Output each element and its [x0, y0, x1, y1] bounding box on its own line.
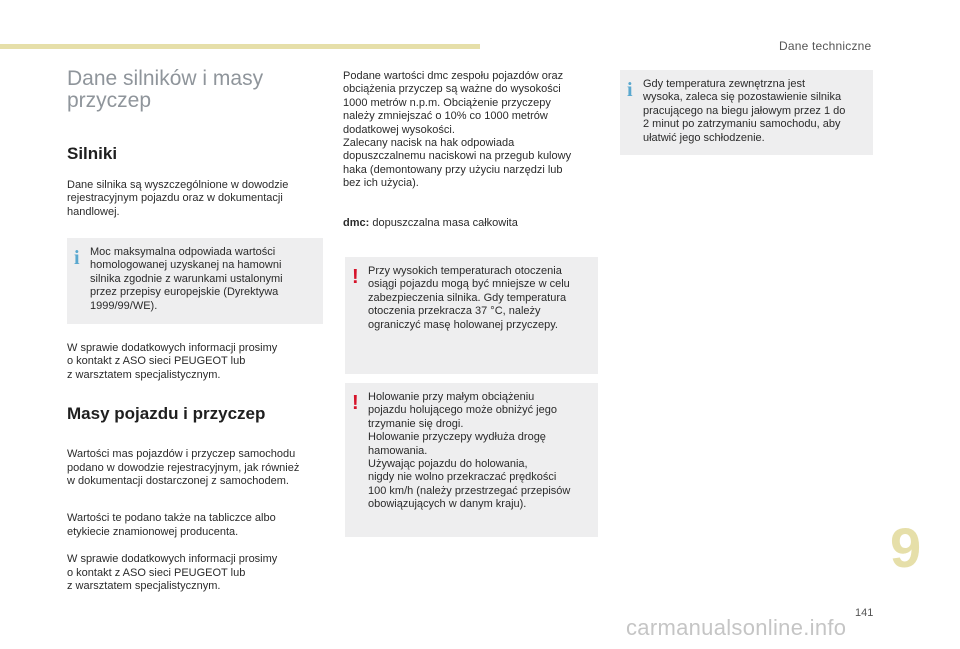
- page-title: Dane silników i masy przyczep: [67, 67, 264, 112]
- masses-plate-text: Wartości te podano także na tabliczce albo etykiecie znamionowej producenta.: [67, 512, 276, 538]
- dmc-text: dopuszczalna masa całkowita: [369, 216, 518, 229]
- left-column-lower: [67, 342, 325, 593]
- info-note-cooling: [620, 70, 873, 155]
- info-icon: i: [74, 247, 80, 269]
- chapter-number: 9: [890, 516, 922, 579]
- masses-text: Wartości mas pojazdów i przyczep samochodu podano w dowodzie rejestracyjnym, jak również w dokumentacji dostarczonej z samochodem.: [67, 448, 300, 488]
- page-number: 141: [855, 607, 874, 619]
- masses-heading: Masy pojazdu i przyczep: [67, 404, 266, 424]
- engines-heading: Silniki: [67, 144, 118, 163]
- warning-towing: [345, 383, 598, 537]
- middle-column: [343, 70, 599, 230]
- info-note-power: [67, 238, 323, 324]
- warning-text: Holowanie przy małym obciążeniu pojazdu holującego może obniżyć jego trzymanie się drogi. Holowanie przyczepy wydłuża drogę hamowania. Używając pojazdu do holowania, nigdy nie wolno przekraczać prędkości 100 km/h (należy przestrzegać przepisów obowiązujących w danym kraju).: [368, 391, 571, 511]
- dmc-label: dmc:: [343, 216, 370, 229]
- engines-text: Dane silnika są wyszczególnione w dowodzie rejestracyjnym pojazdu oraz w dokumentacji handlowej.: [67, 179, 289, 218]
- info-note-text: Moc maksymalna odpowiada wartości homologowanej uzyskanej na hamowni silnika zgodnie z warunkami ustalonymi przez przepisy europejskie (Dyrektywa 1999/99/WE).: [90, 246, 283, 312]
- warning-icon: !: [352, 266, 359, 288]
- header-accent-bar: [0, 44, 480, 49]
- dmc-definition: [343, 217, 599, 230]
- warning-high-temperature: [345, 257, 598, 374]
- contact-text-2: W sprawie dodatkowych informacji prosimy o kontakt z ASO sieci PEUGEOT lub z warsztatem specjalistycznym.: [67, 553, 278, 593]
- info-note-text: Gdy temperatura zewnętrzna jest wysoka, zaleca się pozostawienie silnika pracującego na biegu jałowym przez 1 do 2 minut po zatrzymaniu samochodu, aby ułatwić jego schłodzenie.: [643, 78, 846, 144]
- watermark: carmanualsonline.info: [626, 615, 847, 640]
- towing-limits-text: Podane wartości dmc zespołu pojazdów oraz obciążenia przyczep są ważne do wysokości 1000 metrów n.p.m. Obciążenie przyczepy należy zmniejszać o 10% co 1000 metrów dodatkowej wysokości. Zalecany nacisk na hak odpowiada dopuszczalnemu naciskowi na przegub kulowy haka (demontowany przy użyciu narzędzi lub bez ich użycia).: [343, 70, 572, 190]
- warning-icon: !: [352, 392, 359, 414]
- section-header: Dane techniczne: [779, 39, 872, 53]
- left-column: [67, 68, 325, 219]
- info-icon: i: [627, 79, 633, 101]
- contact-text: W sprawie dodatkowych informacji prosimy o kontakt z ASO sieci PEUGEOT lub z warsztatem specjalistycznym.: [67, 342, 278, 381]
- warning-text: Przy wysokich temperaturach otoczenia osiągi pojazdu mogą być mniejsze w celu zabezpieczenia silnika. Gdy temperatura otoczenia przekracza 37 °C, należy ograniczyć masę holowanej przyczepy.: [368, 265, 570, 331]
